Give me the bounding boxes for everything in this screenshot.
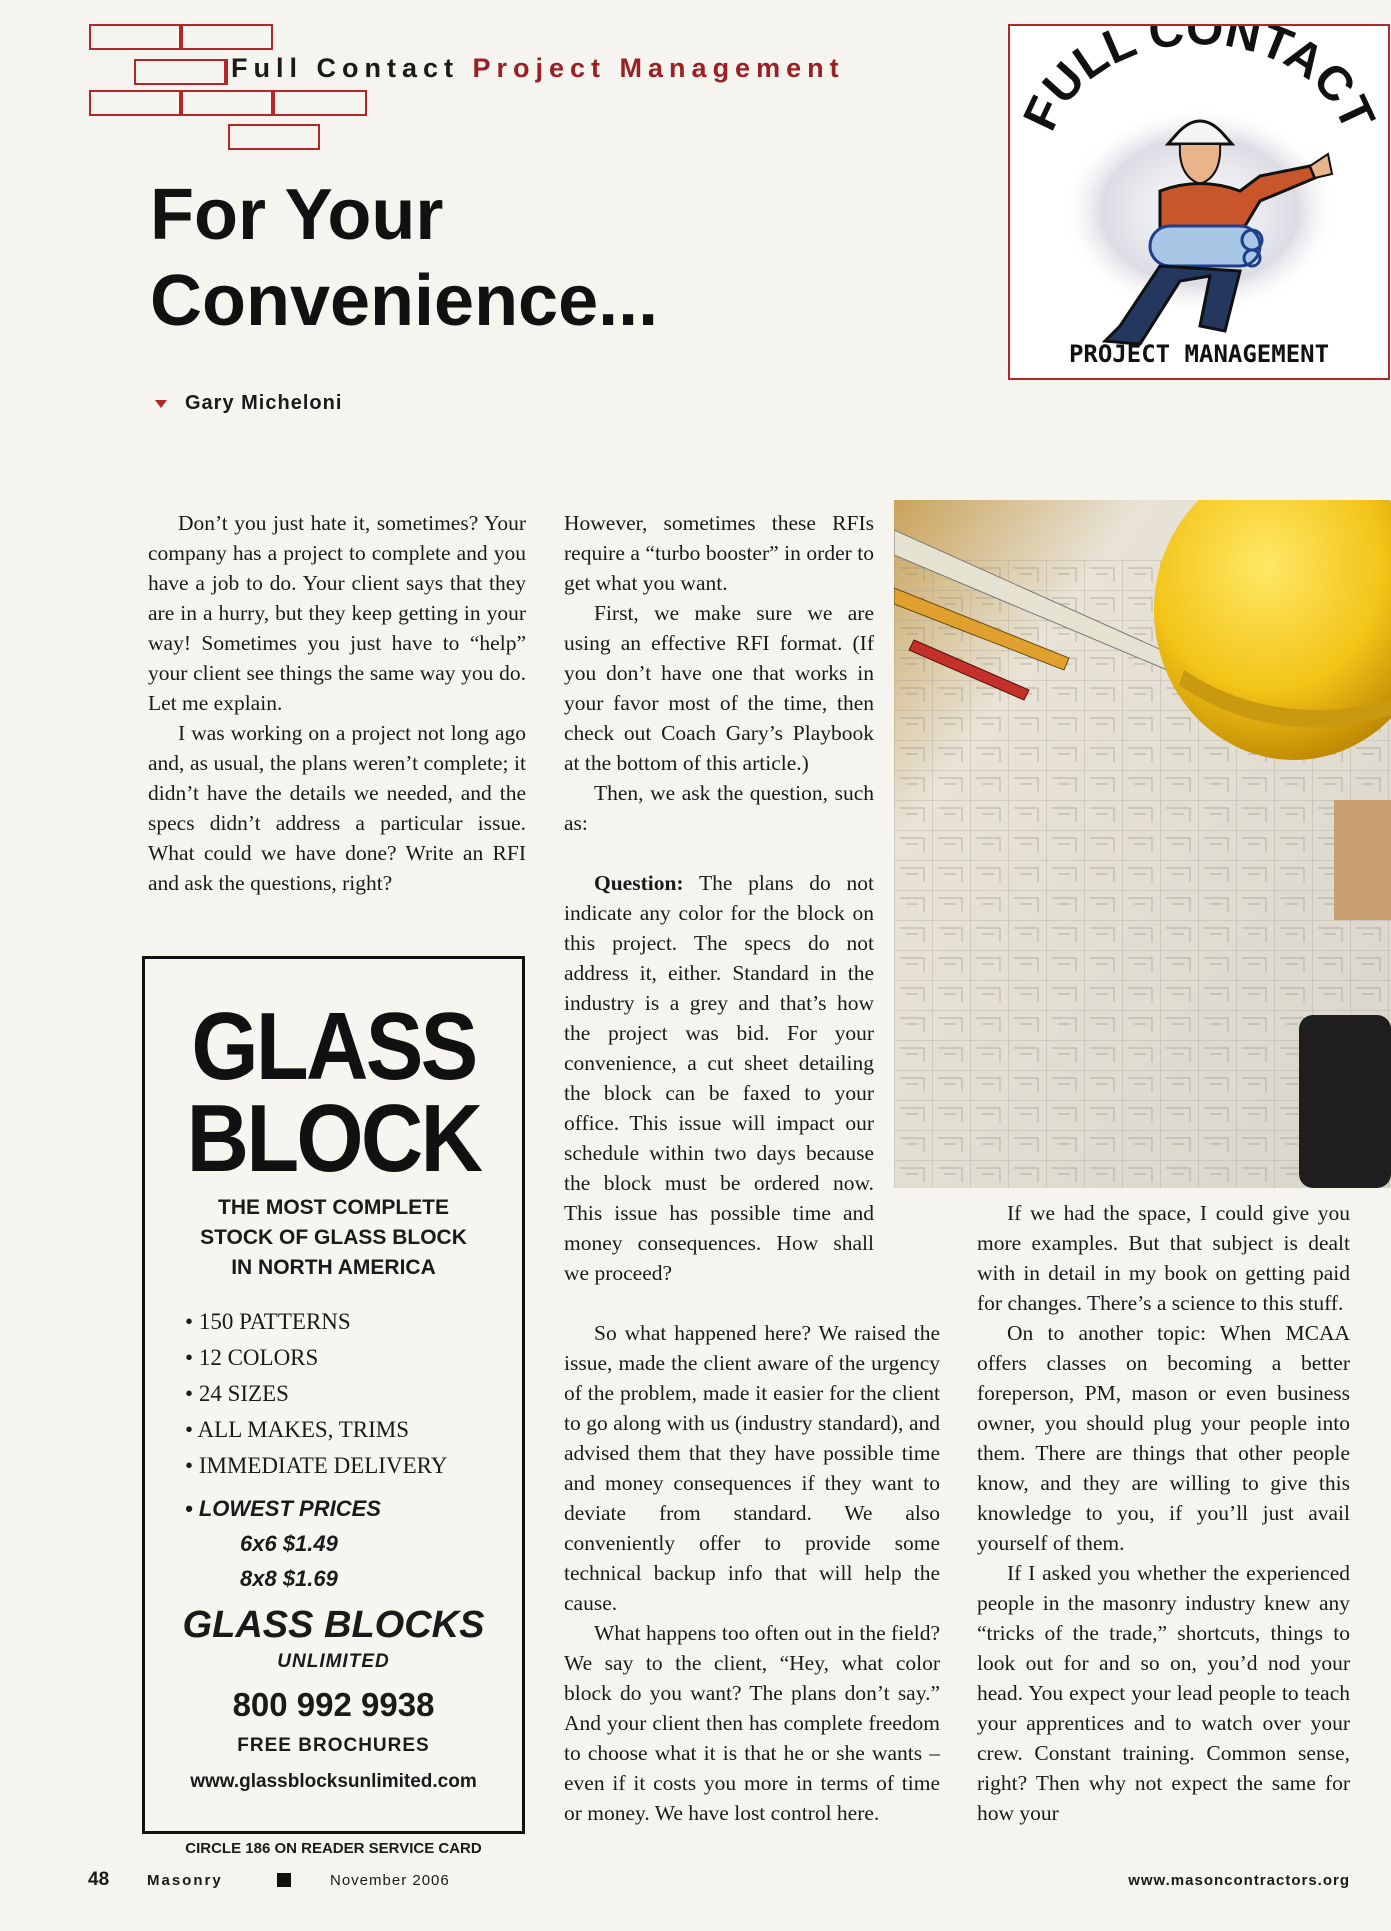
ad-feature-list bbox=[185, 1304, 447, 1484]
paragraph: If we had the space, I could give you more examples. But that subject is dealt with in detail in my book on getting paid for changes. There’s a science to this stuff. bbox=[977, 1201, 1350, 1315]
brick bbox=[89, 90, 181, 116]
blueprint-photo-illustration bbox=[894, 500, 1391, 1188]
footer-website-link[interactable]: www.masoncontractors.org bbox=[1128, 1872, 1350, 1889]
brick bbox=[89, 24, 181, 50]
ad-brand: GLASS BLOCKS bbox=[182, 1604, 485, 1646]
ad-headline-1: GLASS bbox=[191, 993, 476, 1100]
issue-date: November 2006 bbox=[330, 1872, 450, 1889]
reader-service-note: CIRCLE 186 ON READER SERVICE CARD bbox=[185, 1840, 482, 1857]
brick bbox=[181, 90, 273, 116]
brick bbox=[226, 59, 228, 85]
ad-subhead-1: THE MOST COMPLETE bbox=[218, 1196, 449, 1219]
question-text: The plans do not indicate any color for the block on this project. The specs do not address it, either. Standard in the industry is a grey and that’s how the project was bid. For your convenience, a cut sheet detailing the block can be faxed to your office. This issue will impact our schedule within two days because the block must be ordered now. This issue has possible time and money consequences. How shall we proceed? bbox=[564, 871, 874, 1285]
ad-subhead-2: STOCK OF GLASS BLOCK bbox=[200, 1226, 467, 1249]
kicker-part1: Full Contact bbox=[231, 53, 459, 83]
ad-brochures: FREE BROCHURES bbox=[237, 1735, 430, 1756]
logo-bottom-text: PROJECT MANAGEMENT bbox=[1068, 340, 1330, 368]
blueprint-photo bbox=[894, 500, 1391, 1188]
ad-price: 8x8 $1.69 bbox=[240, 1566, 338, 1591]
ad-feature: • 12 COLORS bbox=[185, 1340, 447, 1376]
title-line1: For Your bbox=[150, 175, 444, 255]
full-contact-logo bbox=[1008, 24, 1390, 380]
paragraph: So what happened here? We raised the issue, made the client aware of the urgency of the problem, made it easier for the client to go along with us (industry standard), and advised them that they have possible time and money consequences if they want to deviate from standard. We also conveniently offer to provide some technical backup info that will help the cause. bbox=[564, 1321, 940, 1615]
paragraph: I was working on a project not long ago and, as usual, the plans weren’t complete; it didn’t have the details we needed, and the specs didn’t address a particular issue. What could we have done? Write an RFI and ask the questions, right? bbox=[148, 721, 526, 895]
paragraph: What happens too often out in the field? We say to the client, “Hey, what color block do you want? The plans don’t say.” And your client then has complete freedom to choose what it is that he or she wants – even if it costs you more in terms of time or money. We have lost control here. bbox=[564, 1621, 940, 1825]
author-name: Gary Micheloni bbox=[185, 392, 343, 414]
brick bbox=[273, 90, 367, 116]
ad-website-link[interactable]: www.glassblocksunlimited.com bbox=[190, 1771, 477, 1792]
ad-brand-sub: UNLIMITED bbox=[277, 1651, 390, 1672]
kicker-part2: Project Management bbox=[472, 53, 845, 83]
brick bbox=[134, 59, 226, 85]
paragraph: However, sometimes these RFIs require a “turbo booster” in order to get what you want. bbox=[564, 511, 874, 595]
triangle-bullet-icon bbox=[155, 400, 167, 408]
magazine-name: Masonry bbox=[147, 1872, 223, 1889]
ad-price: 6x6 $1.49 bbox=[240, 1531, 338, 1556]
article-column-2 bbox=[564, 508, 940, 1828]
article-column-1 bbox=[148, 508, 526, 898]
paragraph: Then, we ask the question, such as: bbox=[564, 781, 874, 835]
section-kicker bbox=[231, 53, 845, 84]
ad-phone: 800 992 9938 bbox=[232, 1686, 435, 1723]
ad-feature: • ALL MAKES, TRIMS bbox=[185, 1412, 447, 1448]
paragraph: First, we make sure we are using an effective RFI format. (If you don’t have one that works in your favor most of the time, then check out Coach Gary’s Playbook at the bottom of this article.) bbox=[564, 601, 874, 775]
logo-arc-text: FULL CONTACT bbox=[1013, 26, 1385, 139]
paragraph: On to another topic: When MCAA offers classes on becoming a better foreperson, PM, mason or even business owner, you should plug your people into them. There are things that other people know, and they are willing to give this knowledge to you, if you’ll just avail yourself of them. bbox=[977, 1321, 1350, 1555]
ad-headline-2: BLOCK bbox=[186, 1085, 481, 1192]
ad-lowest-prices: • LOWEST PRICES bbox=[185, 1496, 381, 1521]
footer-square-separator bbox=[277, 1873, 291, 1887]
byline bbox=[155, 392, 342, 415]
ad-feature: • 24 SIZES bbox=[185, 1376, 447, 1412]
brick bbox=[228, 124, 320, 150]
ad-pricing bbox=[185, 1491, 381, 1596]
question-paragraph bbox=[564, 868, 874, 1288]
ad-feature: • IMMEDIATE DELIVERY bbox=[185, 1448, 447, 1484]
ad-subhead-3: IN NORTH AMERICA bbox=[231, 1256, 436, 1279]
logo-illustration bbox=[1010, 26, 1388, 378]
brick bbox=[181, 24, 273, 50]
ad-feature: • 150 PATTERNS bbox=[185, 1304, 447, 1340]
article-column-3 bbox=[977, 1198, 1350, 1828]
article-title bbox=[150, 172, 658, 344]
glass-block-advertisement bbox=[142, 956, 525, 1834]
question-label: Question: bbox=[594, 871, 684, 895]
paragraph: Don’t you just hate it, sometimes? Your company has a project to complete and you have a job to do. Your client says that they are in a hurry, but they keep getting in your way! Sometimes you just have to “help” your client see things the same way you do. Let me explain. bbox=[148, 511, 526, 715]
paragraph: If I asked you whether the experienced people in the masonry industry knew any “tricks of the trade,” shortcuts, things to look out for and so on, you’d nod your head. You expect your lead people to teach your apprentices and to watch over your crew. Constant training. Common sense, right? Then why not expect the same for how your bbox=[977, 1561, 1350, 1825]
title-line2: Convenience... bbox=[150, 261, 659, 341]
page-number: 48 bbox=[88, 1869, 110, 1890]
